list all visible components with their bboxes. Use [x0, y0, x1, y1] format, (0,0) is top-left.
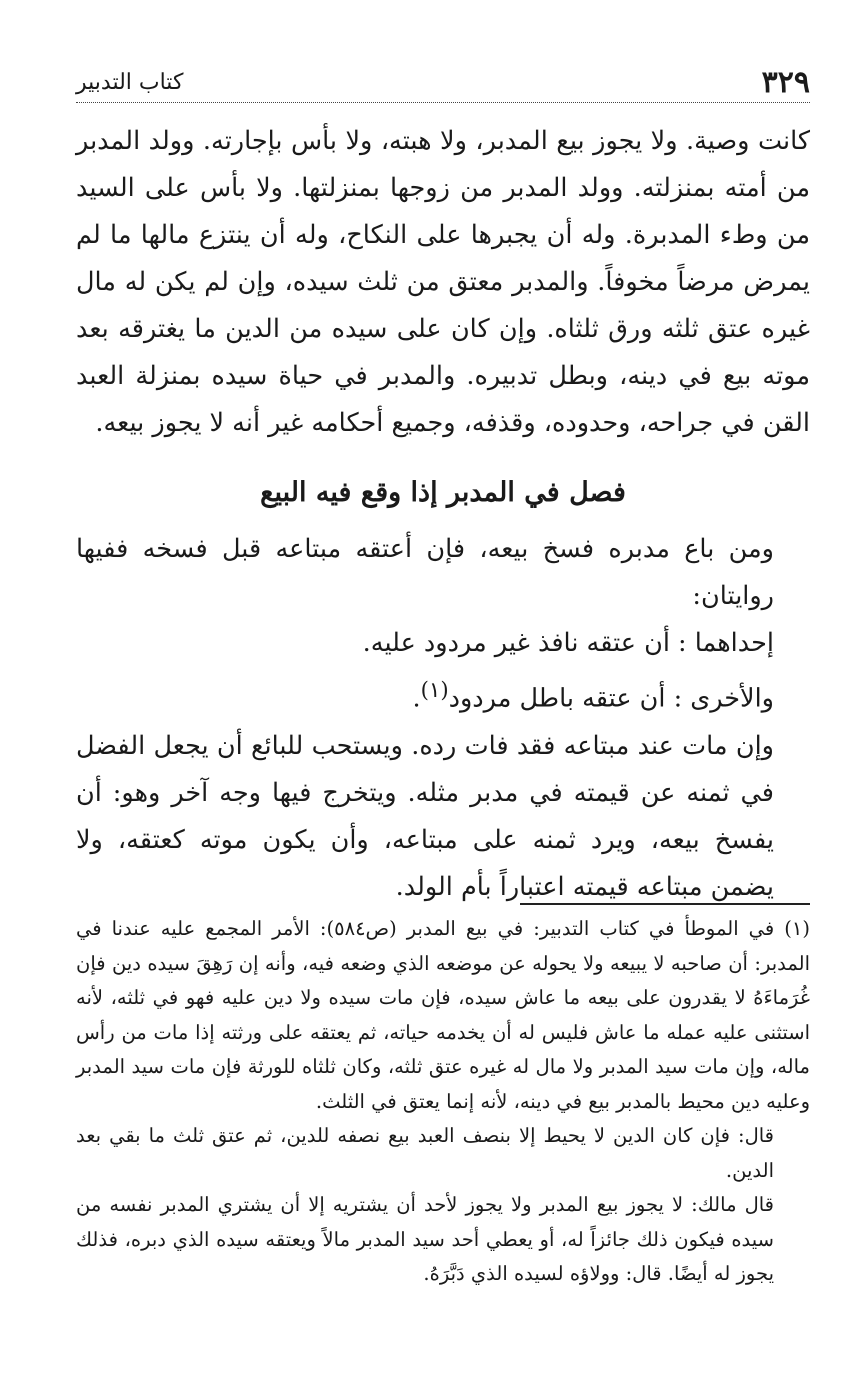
page-number: ٣٢٩	[761, 64, 810, 100]
paragraph-text: والأخرى : أن عتقه باطل مردود	[448, 683, 774, 714]
paragraph: كانت وصية. ولا يجوز بيع المدبر، ولا هبته، ولا بأس بإجارته. وولد المدبر من أمته بمنزلته. وولد المدبر من زوجها بمنزلتها. ولا بأس على السيد من وطء المدبرة. وله أن يجبرها على النكاح، وله أن ينتزع مالها ما لم يمرض مرضاً مخوفاً. والمدبر معتق من ثلث سيده، وإن لم يكن له مال غيره عتق ثلثه ورق ثلثاه. وإن كان على سيده من الدين ما يغترقه بعد موته بيع في دينه، وبطل تدبيره. والمدبر في حياة سيده بمنزلة العبد القن في جراحه، وحدوده، وقذفه، وجميع أحكامه غير أنه لا يجوز بيعه.	[76, 126, 810, 438]
section-heading: فصل في المدبر إذا وقع فيه البيع	[260, 477, 626, 508]
paragraph: إحداهما : أن عتقه نافذ غير مردود عليه.	[362, 628, 774, 658]
paragraph-end: .	[412, 683, 421, 714]
footnote: (١) في الموطأ في كتاب التدبير: في بيع المدبر (ص٥٨٤): الأمر المجمع عليه عندنا في المدبر: أن صاحبه لا يبيعه ولا يحوله عن موضعه الذي وضعه فيه، وأنه إن رَهِقَ سيده دين فإن غُرَماءَهُ لا يقدرون على بيعه ما عاش سيده، فإن مات سيده ولا دين عليه فهو في ثلثه، لأنه استثنى عليه عمله ما عاش فليس له أن يخدمه حياته، ثم يعتقه على ورثته إذا مات من رأس ماله، وإن مات سيد المدبر ولا مال له غيره عتق ثلثه، وكان ثلثاه للورثة فإن مات سيد المدبر وعليه دين محيط بالمدبر بيع في دينه، لأنه إنما يعتق في الثلث.	[76, 917, 810, 1113]
paragraph-with-footnote	[76, 667, 810, 723]
footnote-continuation: قال: فإن كان الدين لا يحيط إلا بنصف العبد بيع نصفه للدين، ثم عتق ثلث ما بقي بعد الدين.	[76, 1124, 774, 1182]
footnotes	[76, 912, 810, 1292]
footnote-continuation: قال مالك: لا يجوز بيع المدبر ولا يجوز لأحد أن يشتريه إلا أن يشتري المدبر نفسه من سيده فيكون ذلك جائزاً له، أو يعطي أحد سيد المدبر مالاً ويعتقه سيده الذي دبره، فذلك يجوز له أيضًا. قال: وولاؤه لسيده الذي دَبَّرَهُ.	[76, 1193, 774, 1285]
running-title: كتاب التدبير	[76, 69, 184, 95]
page-header	[76, 62, 810, 103]
paragraph: ومن باع مدبره فسخ بيعه، فإن أعتقه مبتاعه قبل فسخه ففيها روايتان:	[76, 534, 774, 611]
main-text	[76, 118, 810, 911]
paragraph: وإن مات عند مبتاعه فقد فات رده. ويستحب للبائع أن يجعل الفضل في ثمنه عن قيمته في مدبر مثله. ويتخرج فيها وجه آخر وهو: أن يفسخ بيعه، ويرد ثمنه على مبتاعه، وأن يكون موته كعتقه، ولا يضمن مبتاعه قيمته اعتباراً بأم الولد.	[76, 730, 774, 902]
footnote-reference: (١)	[420, 678, 449, 703]
footnote-divider	[520, 903, 810, 905]
